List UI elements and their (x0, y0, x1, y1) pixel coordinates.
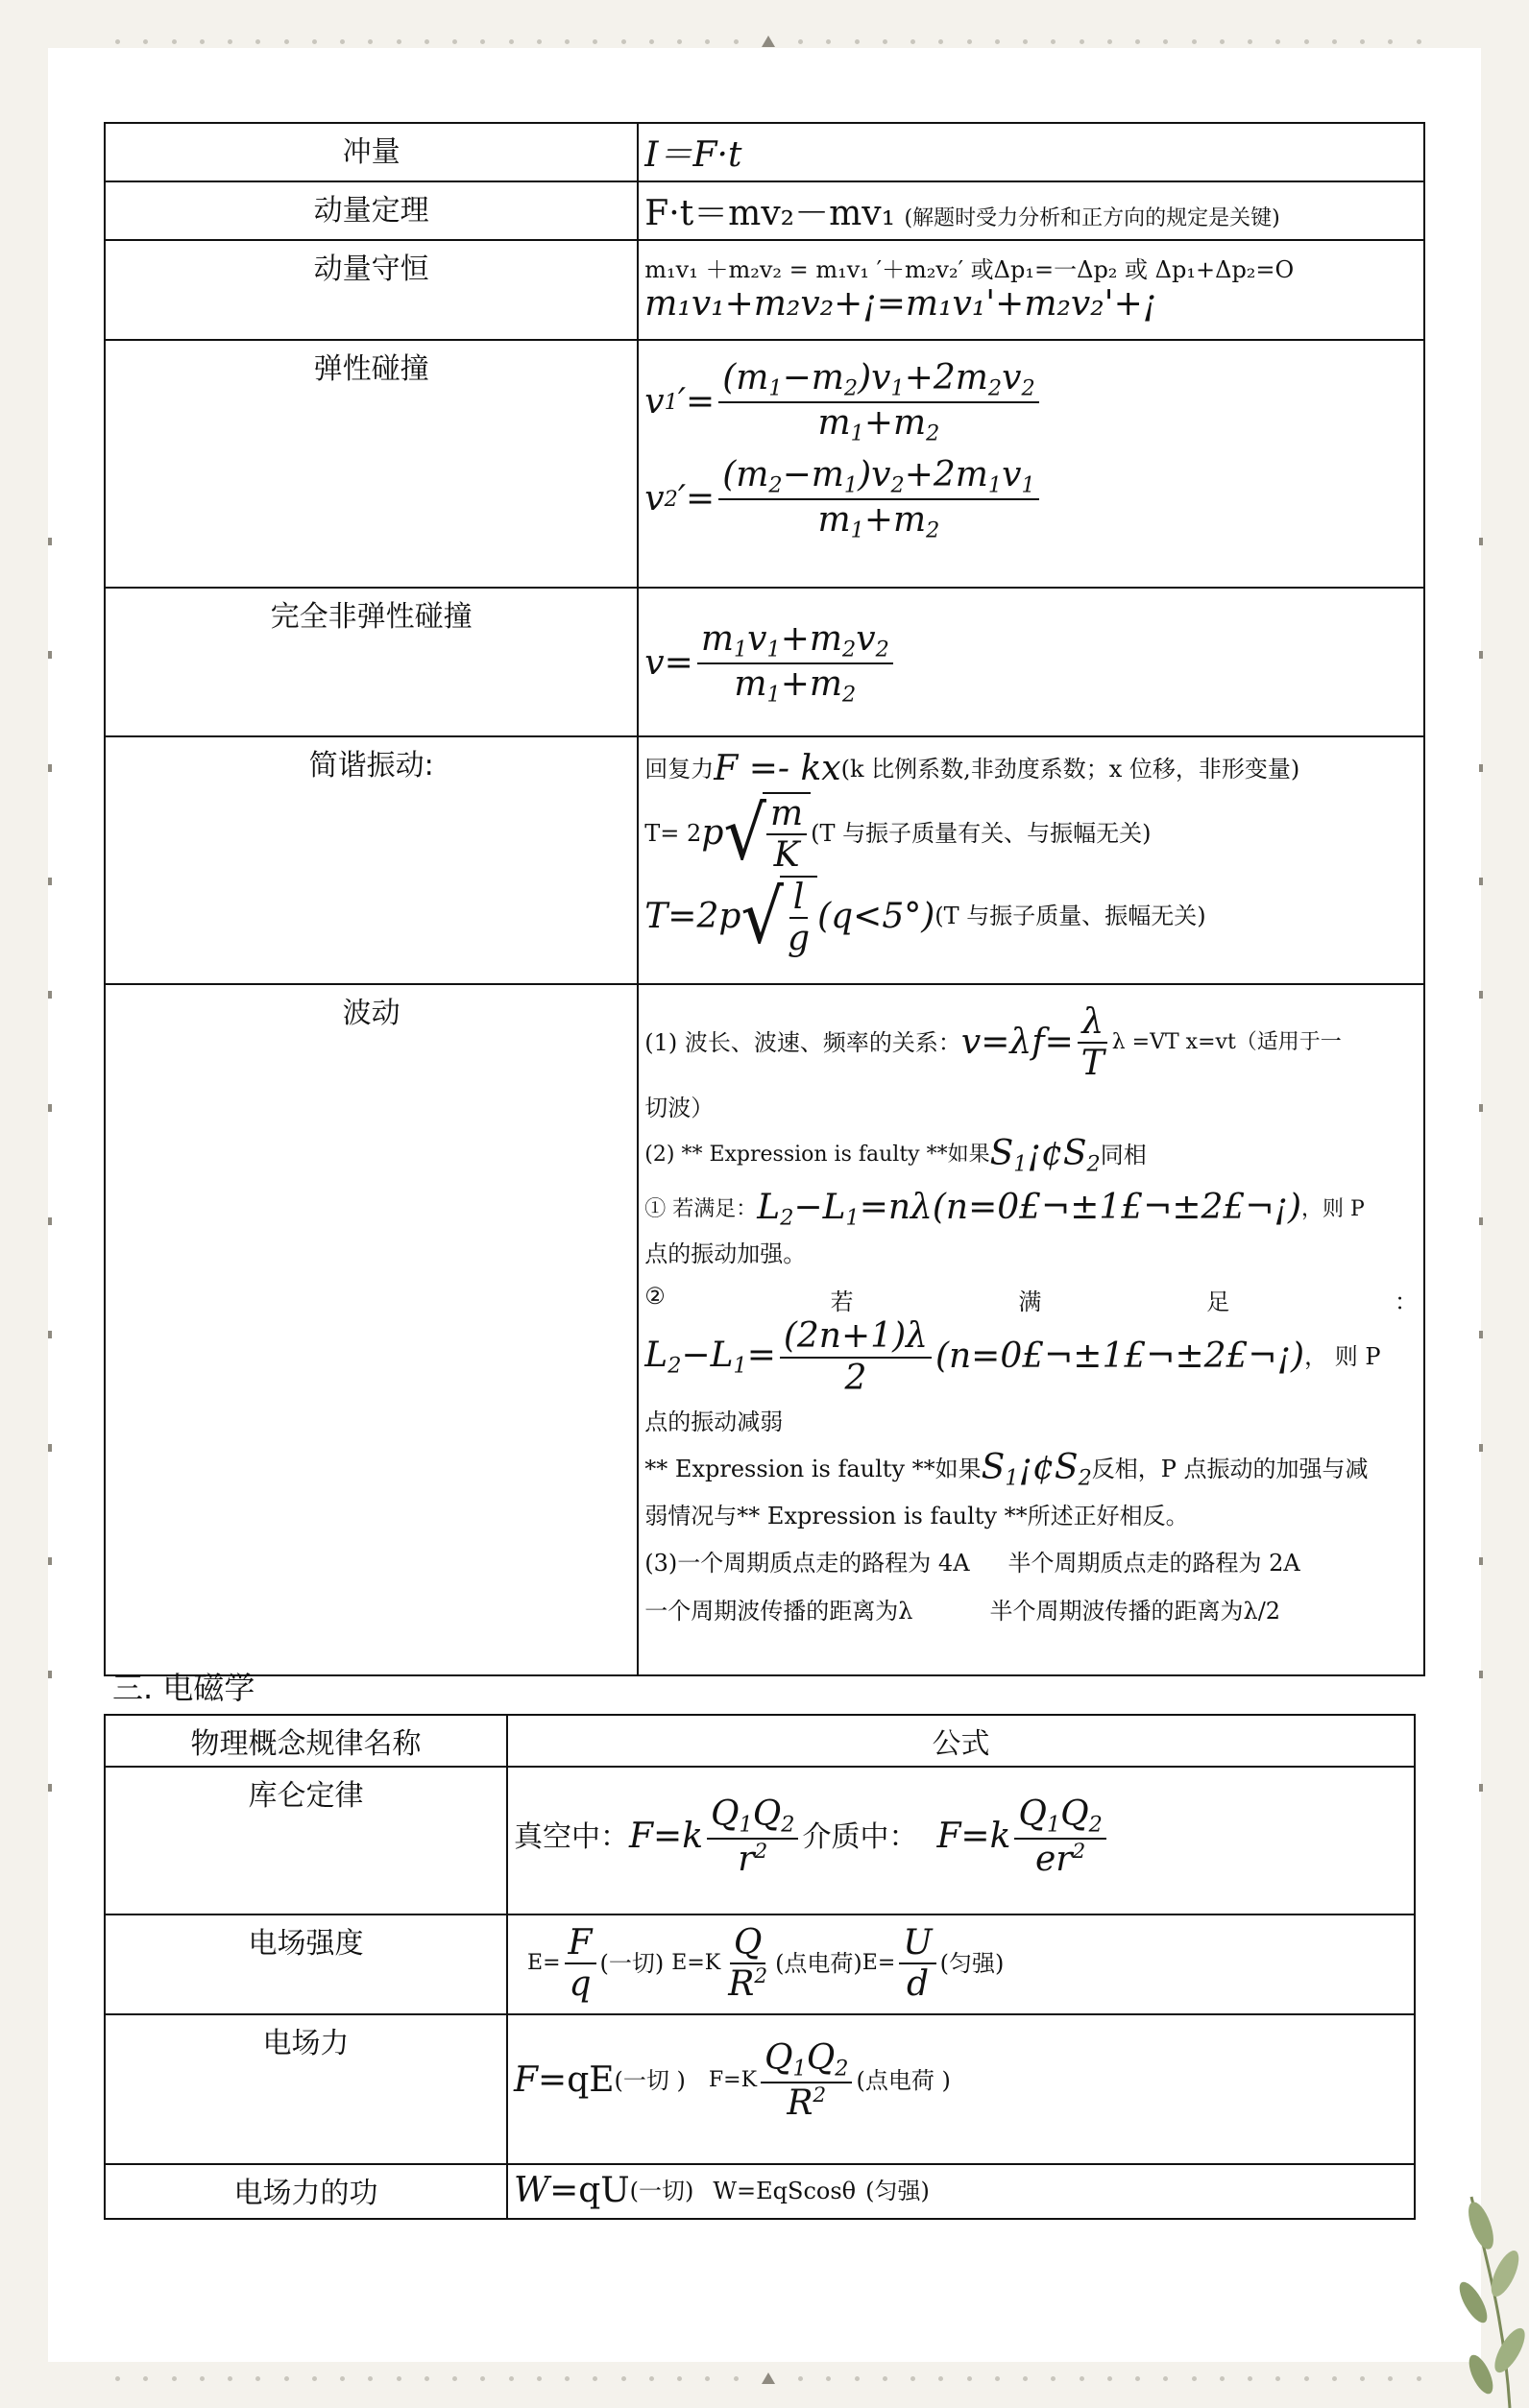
section-title: 三. 电磁学 (112, 1670, 255, 1706)
shm-formula: 回复力 F =- kx (k 比例系数,非劲度系数；x 位移，非形变量) T= 2 p √ $\frac{m}{K}$ (T 与振子质量有关、与振幅无关) T=2p √ $\frac{l}{g}$ (q<5°) (T 与振子质量、振幅无关) (638, 736, 1424, 984)
column-header-name: 物理概念规律名称 (105, 1715, 507, 1767)
electric-force-formula: F =qE (一切 ) F=K $\frac{Q_1Q_2}{R^2}$ (点电荷 ) (507, 2014, 1415, 2164)
momentum-theorem-formula: F·t＝mv₂－mv₁ (解题时受力分析和正方向的规定是关键) (638, 181, 1424, 240)
table-row (105, 984, 1424, 1675)
impulse-formula: I＝F·t (638, 123, 1424, 181)
row-name: 电场力 (105, 2014, 507, 2164)
row-name: 完全非弹性碰撞 (105, 588, 638, 736)
leaf-decoration-icon (1414, 2158, 1529, 2408)
triangle-icon (762, 2372, 775, 2384)
table-row (105, 240, 1424, 340)
momentum-conservation-formula: m₁v₁ ＋m₂v₂ = m₁v₁ ′＋m₂v₂′ 或Δp₁=一Δp₂ 或 Δp₁+Δp₂=O m₁v₁+m₂v₂+¡=m₁v₁'+m₂v₂'+¡ (638, 240, 1424, 340)
table-row (105, 736, 1424, 984)
table-row (105, 588, 1424, 736)
table-row (105, 181, 1424, 240)
top-dot-border (115, 35, 1421, 48)
column-header-formula: 公式 (507, 1715, 1415, 1767)
inelastic-collision-formula: v= $\frac{m_1v_1+m_2v_2}{m_1+m_2}$ (638, 588, 1424, 736)
table-row (105, 1767, 1415, 1914)
row-name: 波动 (105, 984, 638, 1675)
wave-formula: (1) 波长、波速、频率的关系： v=λf= $\frac{\lambda}{T}$ λ =VT x=vt（适用于一 切波） (2) ** Expression is faulty **如果 $S_1¡¢S_2$ 同相 ① 若满足： $L_2-L_1=n\lambda(n=0£\neg\pm 1£\neg\pm 2£\neg¡)$ ，则 P 点的振动加强。 ② 若 满 足 ： $L_2-L_1=$ $\frac{(2n+1)\lambda}{2}$ (n=0£¬±1£¬±2£¬¡) ， 则 P 点的振动减弱 ** Expression is faulty **如果 $S_1¡¢S_2$ 反相，P 点振动的加强与减 弱情况与** Expression is faulty **所述正好相反。 (3)一个周期质点走的路程为 4A 半个周期质点走的路程为 2A 一个周期波传播的距离为λ 半个周期波传播的距离为λ/2 (638, 984, 1424, 1675)
electric-work-formula: W =qU (一切) W=EqScosθ (匀强) (507, 2164, 1415, 2219)
table-row (105, 340, 1424, 588)
row-name: 库仑定律 (105, 1767, 507, 1914)
row-name: 电场力的功 (105, 2164, 507, 2219)
table-header-row (105, 1715, 1415, 1767)
table-row (105, 123, 1424, 181)
row-name: 动量定理 (105, 181, 638, 240)
coulomb-formula: 真空中： F=k $\frac{Q_1Q_2}{r^2}$ 介质中： F=k $\frac{Q_1Q_2}{er^2}$ (507, 1767, 1415, 1914)
row-name: 动量守恒 (105, 240, 638, 340)
table-row (105, 2014, 1415, 2164)
electromagnetism-table (104, 1714, 1416, 2220)
table-row (105, 1914, 1415, 2014)
row-name: 冲量 (105, 123, 638, 181)
right-edge-marks (1479, 538, 1489, 2266)
triangle-icon (762, 36, 775, 47)
row-name: 简谐振动: (105, 736, 638, 984)
mechanics-table (104, 122, 1425, 1676)
bottom-dot-border (115, 2372, 1421, 2385)
field-strength-formula: E= $\frac{F}{q}$ (一切) E=K $\frac{Q}{R^2}$ (点电荷) E= $\frac{U}{d}$ (匀强) (507, 1914, 1415, 2014)
table-row (105, 2164, 1415, 2219)
row-name: 弹性碰撞 (105, 340, 638, 588)
elastic-collision-formula: v 1 ′= $\frac{(m_1-m_2)v_1+2m_2v_2}{m_1+m_2}$ v 2 ′= $\frac{(m_2-m_1)v_2+2m_1v_1}{m_1+m_2}$ (638, 340, 1424, 588)
left-edge-marks (48, 538, 58, 2266)
row-name: 电场强度 (105, 1914, 507, 2014)
